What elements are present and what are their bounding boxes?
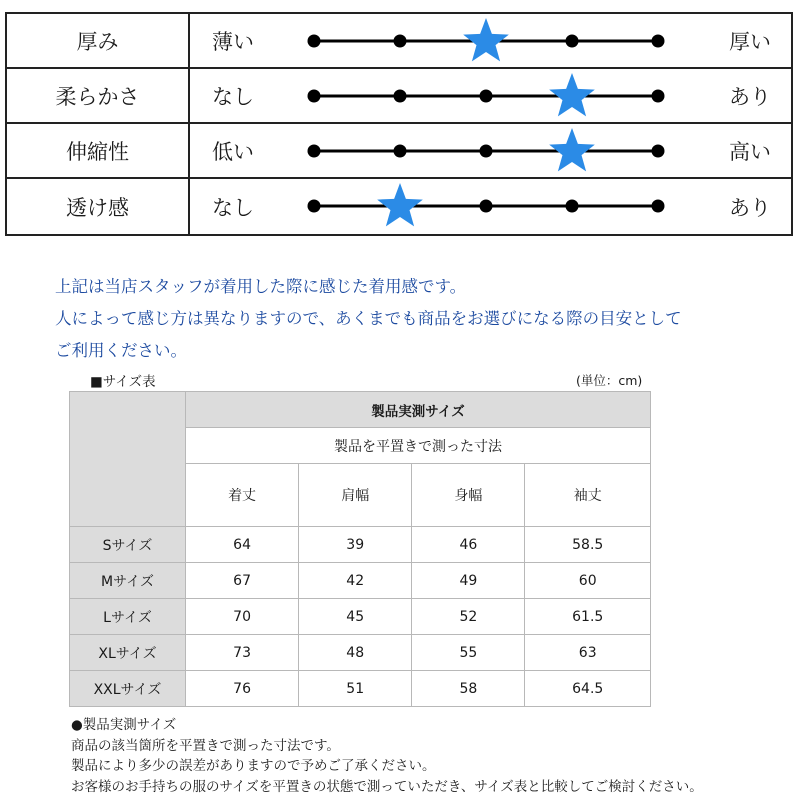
table-cell: 76 [186, 671, 299, 707]
feel-row-softness [7, 69, 791, 124]
table-cell: 52 [412, 599, 525, 635]
scale-dot [480, 145, 493, 158]
scale-left-label: 低い [212, 139, 254, 164]
table-row [70, 563, 651, 599]
scale-right-label: 高い [729, 139, 771, 164]
size-label: XLサイズ [70, 635, 186, 671]
scale-dot [652, 200, 665, 213]
feel-scale [190, 14, 791, 67]
note-line: ご利用ください。 [55, 341, 187, 360]
size-table-title: ■サイズ表 [90, 374, 156, 390]
size-table-header-main: 製品実測サイズ [186, 392, 651, 428]
footnote-line: ●製品実測サイズ [71, 717, 177, 733]
feel-scale [190, 124, 791, 177]
size-table [69, 391, 651, 707]
table-cell: 48 [299, 635, 412, 671]
rating-star-icon [377, 183, 423, 226]
scale-right-label: あり [729, 84, 771, 109]
scale-track [302, 14, 672, 69]
table-cell: 60 [525, 563, 651, 599]
feel-scale [190, 179, 791, 234]
scale-dot [394, 145, 407, 158]
size-label: Sサイズ [70, 527, 186, 563]
scale-dot [652, 145, 665, 158]
table-cell: 64 [186, 527, 299, 563]
rating-star-icon [549, 73, 595, 116]
scale-dot [566, 200, 579, 213]
note-line: 人によって感じ方は異なりますので、あくまでも商品をお選びになる際の目安として [55, 309, 682, 328]
note-line: 上記は当店スタッフが着用した際に感じた着用感です。 [55, 277, 467, 296]
feel-label: 透け感 [7, 179, 190, 234]
table-cell: 58.5 [525, 527, 651, 563]
scale-dot [394, 35, 407, 48]
size-table-corner [70, 392, 186, 527]
size-label: Lサイズ [70, 599, 186, 635]
table-cell: 42 [299, 563, 412, 599]
column-header: 袖丈 [525, 464, 651, 527]
column-header: 着丈 [186, 464, 299, 527]
scale-left-label: 薄い [212, 29, 254, 54]
feel-row-thickness [7, 14, 791, 69]
table-cell: 58 [412, 671, 525, 707]
table-cell: 46 [412, 527, 525, 563]
footnote-line: お客様のお手持ちの服のサイズを平置きの状態で測っていただき、サイズ表と比較してご検討ください。 [71, 778, 703, 795]
table-cell: 55 [412, 635, 525, 671]
table-cell: 64.5 [525, 671, 651, 707]
scale-dot [652, 35, 665, 48]
table-row [70, 527, 651, 563]
scale-dot [308, 90, 321, 103]
size-table-unit: (単位：cm) [576, 373, 643, 388]
table-cell: 51 [299, 671, 412, 707]
table-row [70, 671, 651, 707]
feel-row-sheerness [7, 179, 791, 234]
feel-scale [190, 69, 791, 122]
feel-label: 厚み [7, 14, 190, 67]
size-table-header-sub: 製品を平置きで測った寸法 [186, 428, 651, 464]
rating-star-icon [549, 128, 595, 171]
table-row [70, 599, 651, 635]
table-cell: 63 [525, 635, 651, 671]
size-label: Mサイズ [70, 563, 186, 599]
scale-right-label: あり [729, 195, 771, 220]
scale-track [302, 124, 672, 179]
table-cell: 70 [186, 599, 299, 635]
scale-dot [480, 90, 493, 103]
table-row [70, 635, 651, 671]
column-header: 身幅 [412, 464, 525, 527]
table-cell: 67 [186, 563, 299, 599]
scale-track [302, 69, 672, 124]
footnote-line: 商品の該当箇所を平置きで測った寸法です。 [71, 737, 340, 754]
table-cell: 45 [299, 599, 412, 635]
table-cell: 39 [299, 527, 412, 563]
table-cell: 61.5 [525, 599, 651, 635]
scale-dot [308, 200, 321, 213]
fit-note [55, 271, 775, 367]
feel-label: 柔らかさ [7, 69, 190, 122]
scale-right-label: 厚い [729, 29, 771, 54]
scale-dot [394, 90, 407, 103]
scale-left-label: なし [212, 84, 254, 109]
table-cell: 73 [186, 635, 299, 671]
scale-left-label: なし [212, 195, 254, 220]
scale-dot [480, 200, 493, 213]
scale-track [302, 179, 672, 234]
scale-dot [652, 90, 665, 103]
feel-row-stretch [7, 124, 791, 179]
feel-table [5, 12, 793, 236]
scale-dot [308, 35, 321, 48]
size-label: XXLサイズ [70, 671, 186, 707]
footnotes [71, 715, 703, 797]
footnote-line: 製品により多少の誤差がありますので予めご了承ください。 [71, 758, 436, 774]
table-cell: 49 [412, 563, 525, 599]
scale-dot [566, 35, 579, 48]
scale-dot [308, 145, 321, 158]
rating-star-icon [463, 18, 509, 61]
feel-label: 伸縮性 [7, 124, 190, 177]
column-header: 肩幅 [299, 464, 412, 527]
